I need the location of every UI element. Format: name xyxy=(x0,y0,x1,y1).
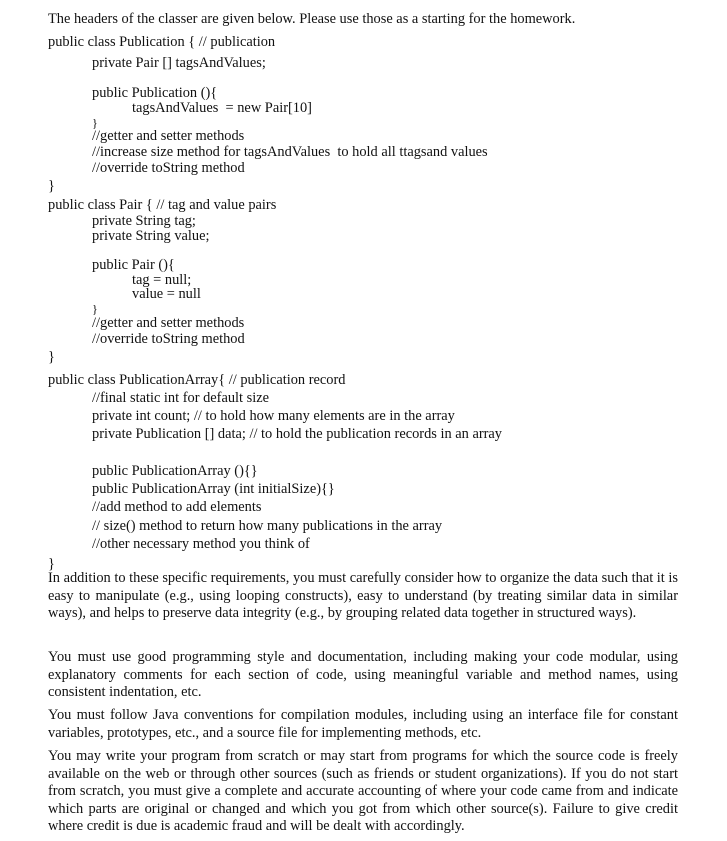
publication-array-field: //final static int for default size xyxy=(92,390,270,406)
publication-class-header: public class Publication { // publication xyxy=(48,34,276,50)
pair-constructor-body: value = null xyxy=(132,286,201,302)
publication-class-close: } xyxy=(48,178,55,194)
academic-integrity-paragraph: You may write your program from scratch or may start from programs for which the source code is freely available on the web or through other sources (such as friends or student organizations). If you do not start from scratch, you must give a complete and accurate accounting of where your code came from and indicate which parts are original or changed and which you got from which other source(s). Failure to give credit where credit is due is academic fraud and will be dealt with accordingly. xyxy=(48,748,678,834)
publication-array-class-close: } xyxy=(48,556,55,572)
publication-array-method: // size() method to return how many publications in the array xyxy=(92,518,443,534)
publication-array-class-header: public class PublicationArray{ // publication record xyxy=(48,372,346,388)
publication-comment: //increase size method for tagsAndValues to hold all ttagsand values xyxy=(92,144,488,160)
publication-array-field: private int count; // to hold how many elements are in the array xyxy=(92,408,455,424)
publication-comment: //override toString method xyxy=(92,160,245,176)
requirements-paragraph: In addition to these specific requirements, you must carefully consider how to organize the data such that it is easy to manipulate (e.g., using looping constructs), easy to understand (by treating similar data in similar ways), and helps to preserve data integrity (e.g., by grouping related data together in structured ways). xyxy=(48,570,678,621)
publication-field: private Pair [] tagsAndValues; xyxy=(92,55,266,71)
pair-constructor-body: tag = null; xyxy=(132,272,192,288)
publication-constructor: public Publication (){ xyxy=(92,85,218,101)
pair-field: private String value; xyxy=(92,228,210,244)
pair-comment: //override toString method xyxy=(92,331,245,347)
publication-array-method: //other necessary method you think of xyxy=(92,536,310,552)
intro-text: The headers of the classer are given below. Please use those as a starting for the homework. xyxy=(48,11,576,27)
pair-constructor-close: } xyxy=(92,302,98,316)
publication-array-method: public PublicationArray (){} xyxy=(92,463,258,479)
publication-constructor-body: tagsAndValues = new Pair[10] xyxy=(132,100,312,116)
pair-field: private String tag; xyxy=(92,213,196,229)
pair-constructor: public Pair (){ xyxy=(92,257,175,273)
style-paragraph: You must use good programming style and documentation, including making your code modular, using explanatory comments for each section of code, using meaningful variable and method names, using consistent indentation, etc. xyxy=(48,649,678,700)
publication-constructor-close: } xyxy=(92,116,98,130)
publication-array-field: private Publication [] data; // to hold the publication records in an array xyxy=(92,426,503,442)
publication-array-method: public PublicationArray (int initialSize){} xyxy=(92,481,335,497)
publication-array-method: //add method to add elements xyxy=(92,499,262,515)
conventions-paragraph: You must follow Java conventions for compilation modules, including using an interface file for constant variables, prototypes, etc., and a source file for implementing methods, etc. xyxy=(48,707,678,741)
pair-comment: //getter and setter methods xyxy=(92,315,245,331)
pair-class-close: } xyxy=(48,349,55,365)
pair-class-header: public class Pair { // tag and value pairs xyxy=(48,197,277,213)
publication-comment: //getter and setter methods xyxy=(92,128,245,144)
